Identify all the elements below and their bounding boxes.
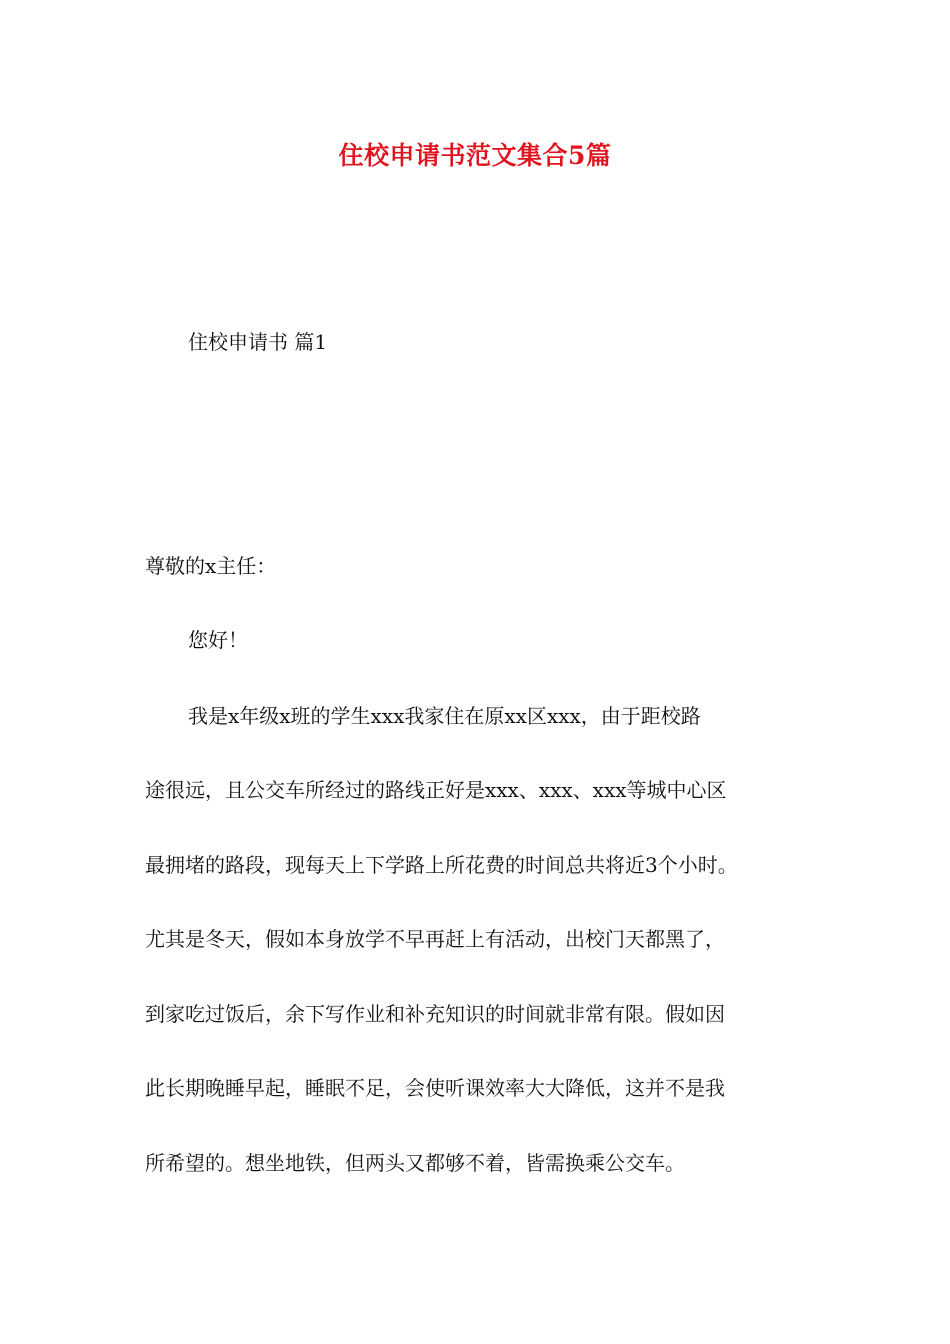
greeting: 您好！ — [188, 628, 248, 652]
body-line: 最拥堵的路段，现每天上下学路上所花费的时间总共将近3个小时。 — [145, 853, 738, 877]
body-line: 尤其是冬天，假如本身放学不早再赶上有活动，出校门天都黑了， — [145, 927, 725, 951]
body-line: 途很远，且公交车所经过的路线正好是xxx、xxx、xxx等城中心区 — [145, 778, 727, 802]
body-line: 所希望的。想坐地铁，但两头又都够不着，皆需换乘公交车。 — [145, 1151, 685, 1175]
salutation: 尊敬的x主任： — [145, 554, 277, 578]
body-line: 到家吃过饭后，余下写作业和补充知识的时间就非常有限。假如因 — [145, 1002, 725, 1026]
document-title: 住校申请书范文集合5篇 — [338, 141, 612, 170]
body-line: 此长期晚睡早起，睡眠不足，会使听课效率大大降低，这并不是我 — [145, 1076, 725, 1100]
section-heading: 住校申请书 篇1 — [188, 330, 328, 354]
body-line: 我是x年级x班的学生xxx我家住在原xx区xxx，由于距校路 — [188, 704, 701, 728]
